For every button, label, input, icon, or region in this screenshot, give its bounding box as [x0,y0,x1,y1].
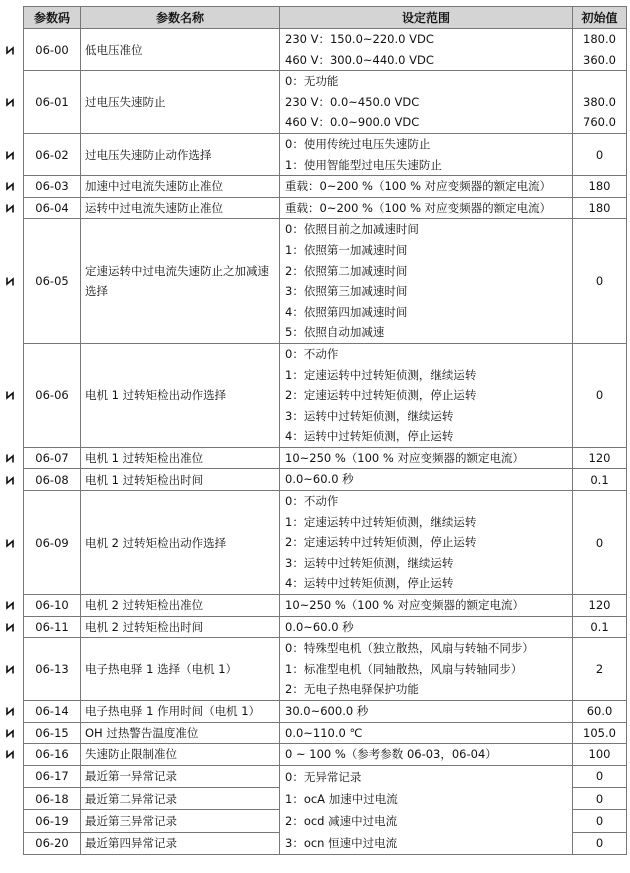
table-row [24,197,627,219]
param-range [280,491,573,595]
param-initial [573,701,627,723]
table-row [24,616,627,638]
table-row [24,219,627,344]
header-row [24,7,627,29]
param-initial: 0 [573,810,627,832]
param-range [280,176,573,198]
table-row [24,595,627,617]
param-code: 06-00 [24,29,81,71]
param-code: 06-11 [24,616,81,638]
range-line: 1：依照第一加减速时间 [285,242,408,257]
table-row [24,176,627,198]
param-range [280,744,573,766]
param-code: 06-13 [24,638,81,701]
table-row [24,447,627,469]
lightning-bolt-icon [3,473,17,487]
range-line: 0：依照目前之加减速时间 [285,222,419,237]
range-line: 1：标准型电机（同轴散热，风扇与转轴同步） [285,661,523,676]
param-code: 06-01 [24,71,81,134]
table-row [24,71,627,134]
param-code: 06-02 [24,133,81,175]
initial-value: 60.0 [586,704,613,719]
range-line: 460 V：300.0~440.0 VDC [285,52,434,67]
table-row [24,469,627,491]
table-row [24,765,627,787]
range-line: 10~250 %（100 % 对应变频器的额定电流） [285,598,524,613]
range-line: 2：定速运转中过转矩侦测，停止运转 [285,535,477,550]
initial-value: 0 [595,147,604,162]
table-row [24,133,627,175]
range-line: 2：ocd 减速中过电流 [285,813,398,828]
initial-value [573,71,626,92]
param-name: 电机 1 过转矩检出准位 [81,447,280,469]
param-name: 最近第一异常记录 [81,765,280,787]
param-name: 电机 1 过转矩检出时间 [81,469,280,491]
range-line: 1：定速运转中过转矩侦测，继续运转 [285,514,477,529]
param-initial [573,595,627,617]
range-line: 2：无电子热电驿保护功能 [285,682,419,697]
lightning-bolt-icon [3,704,17,718]
param-range [280,595,573,617]
param-name: 加速中过电流失速防止准位 [81,176,280,198]
range-line: 0 ~ 100 %（参考参数 06-03，06-04） [285,747,497,762]
initial-value: 2 [595,662,604,677]
param-range [280,722,573,744]
param-initial [573,176,627,198]
param-initial [573,469,627,491]
initial-value: 0 [595,274,604,289]
initial-value: 0 [595,535,604,550]
range-line: 3：运转中过转矩侦测，继续运转 [285,555,454,570]
table-body [24,29,627,855]
param-code: 06-06 [24,343,81,447]
param-code: 06-14 [24,701,81,723]
range-line: 30.0~600.0 秒 [285,704,369,718]
table-row [24,29,627,71]
fault-range [280,765,573,854]
param-name: 过电压失速防止动作选择 [81,133,280,175]
param-code: 06-16 [24,744,81,766]
header-name: 参数名称 [81,7,280,29]
param-name: 电子热电驿 1 选择（电机 1） [81,638,280,701]
range-line: 4：依照第四加减速时间 [285,304,408,319]
param-range [280,219,573,344]
param-name: 失速防止限制准位 [81,744,280,766]
param-name: OH 过热警告温度准位 [81,722,280,744]
param-code: 06-18 [24,788,81,810]
param-initial [573,722,627,744]
param-name: 定速运转中过电流失速防止之加减速选择 [81,219,280,344]
param-name: 最近第二异常记录 [81,788,280,810]
param-code: 06-05 [24,219,81,344]
param-code: 06-15 [24,722,81,744]
param-range [280,29,573,71]
initial-value: 760.0 [583,115,616,130]
param-code: 06-20 [24,832,81,854]
param-initial: 0 [573,788,627,810]
initial-value: 105.0 [583,725,616,740]
param-code: 06-10 [24,595,81,617]
param-initial [573,343,627,447]
range-line: 1：ocA 加速中过电流 [285,791,398,806]
initial-value: 120 [588,451,611,466]
lightning-bolt-icon [3,95,17,109]
param-name: 电机 1 过转矩检出动作选择 [81,343,280,447]
lightning-bolt-icon [3,662,17,676]
range-line: 3：运转中过转矩侦测，继续运转 [285,408,454,423]
initial-value: 380.0 [583,94,616,109]
range-line: 1：使用智能型过电压失速防止 [285,157,442,172]
param-range [280,197,573,219]
param-name: 电机 2 过转矩检出准位 [81,595,280,617]
param-name: 最近第四异常记录 [81,832,280,854]
param-range [280,701,573,723]
param-code: 06-19 [24,810,81,832]
range-line: 3：ocn 恒速中过电流 [285,835,398,850]
lightning-bolt-icon [3,148,17,162]
initial-value: 120 [588,598,611,613]
param-range [280,638,573,701]
range-line: 10~250 %（100 % 对应变频器的额定电流） [285,450,524,465]
parameter-table [23,6,627,855]
range-line: 0：使用传统过电压失速防止 [285,136,431,151]
param-name: 过电压失速防止 [81,71,280,134]
header-code: 参数码 [24,7,81,29]
initial-value: 0.1 [590,619,609,634]
range-line: 4：运转中过转矩侦测，停止运转 [285,576,454,591]
header-range: 设定范围 [280,7,573,29]
lightning-bolt-icon [3,726,17,740]
param-range [280,447,573,469]
param-initial [573,616,627,638]
lightning-bolt-icon [3,388,17,402]
lightning-bolt-icon [3,274,17,288]
table-row [24,638,627,701]
param-code: 06-07 [24,447,81,469]
lightning-bolt-icon [3,179,17,193]
lightning-bolt-icon [3,201,17,215]
range-line: 0：无异常记录 [285,769,362,784]
table-row [24,722,627,744]
initial-value: 180 [588,179,611,194]
param-range [280,133,573,175]
param-initial [573,29,627,71]
param-range [280,71,573,134]
initial-value: 180 [588,201,611,216]
range-line: 0.0~60.0 秒 [285,619,354,634]
table-row [24,491,627,595]
range-line: 230 V：150.0~220.0 VDC [285,32,434,46]
param-name: 电子热电驿 1 作用时间（电机 1） [81,701,280,723]
param-initial [573,447,627,469]
lightning-bolt-icon [3,43,17,57]
table-row [24,343,627,447]
range-line: 5：依照自动加减速 [285,325,385,340]
table-row [24,744,627,766]
param-initial [573,197,627,219]
lightning-bolt-icon [3,451,17,465]
initial-value: 0 [595,388,604,403]
range-line: 0：不动作 [285,494,339,509]
param-name: 电机 2 过转矩检出时间 [81,616,280,638]
param-initial [573,71,627,134]
param-range [280,343,573,447]
param-name: 低电压准位 [81,29,280,71]
initial-value: 0.1 [590,472,609,487]
param-initial [573,133,627,175]
range-line: 0.0~60.0 秒 [285,472,354,487]
range-line: 0：不动作 [285,346,339,361]
param-name: 电机 2 过转矩检出动作选择 [81,491,280,595]
param-range [280,616,573,638]
range-line: 0.0~110.0 ℃ [285,725,363,740]
param-initial: 0 [573,765,627,787]
lightning-bolt-icon [3,536,17,550]
range-line: 重载：0~200 %（100 % 对应变频器的额定电流） [285,200,552,215]
param-code: 06-04 [24,197,81,219]
param-code: 06-09 [24,491,81,595]
lightning-bolt-icon [3,747,17,761]
param-code: 06-03 [24,176,81,198]
initial-value: 360.0 [583,52,616,67]
initial-value: 180.0 [583,32,616,46]
param-initial: 0 [573,832,627,854]
range-line: 460 V：0.0~900.0 VDC [285,115,420,130]
param-initial [573,638,627,701]
table-row [24,701,627,723]
range-line: 3：依照第三加减速时间 [285,284,408,299]
initial-value: 100 [588,747,611,762]
param-name: 运转中过电流失速防止准位 [81,197,280,219]
range-line: 0：特殊型电机（独立散热，风扇与转轴不同步） [285,641,534,656]
param-initial [573,491,627,595]
range-line: 1：定速运转中过转矩侦测，继续运转 [285,367,477,382]
range-line: 2：定速运转中过转矩侦测，停止运转 [285,388,477,403]
range-line: 2：依照第二加减速时间 [285,263,408,278]
param-initial [573,219,627,344]
range-line: 4：运转中过转矩侦测，停止运转 [285,429,454,444]
lightning-bolt-icon [3,620,17,634]
param-code: 06-17 [24,765,81,787]
param-name: 最近第三异常记录 [81,810,280,832]
param-code: 06-08 [24,469,81,491]
header-initial: 初始值 [573,7,627,29]
range-line: 230 V：0.0~450.0 VDC [285,94,420,109]
param-range [280,469,573,491]
param-initial [573,744,627,766]
range-line: 重载：0~200 %（100 % 对应变频器的额定电流） [285,179,552,194]
lightning-bolt-icon [3,598,17,612]
range-line: 0：无功能 [285,74,339,89]
